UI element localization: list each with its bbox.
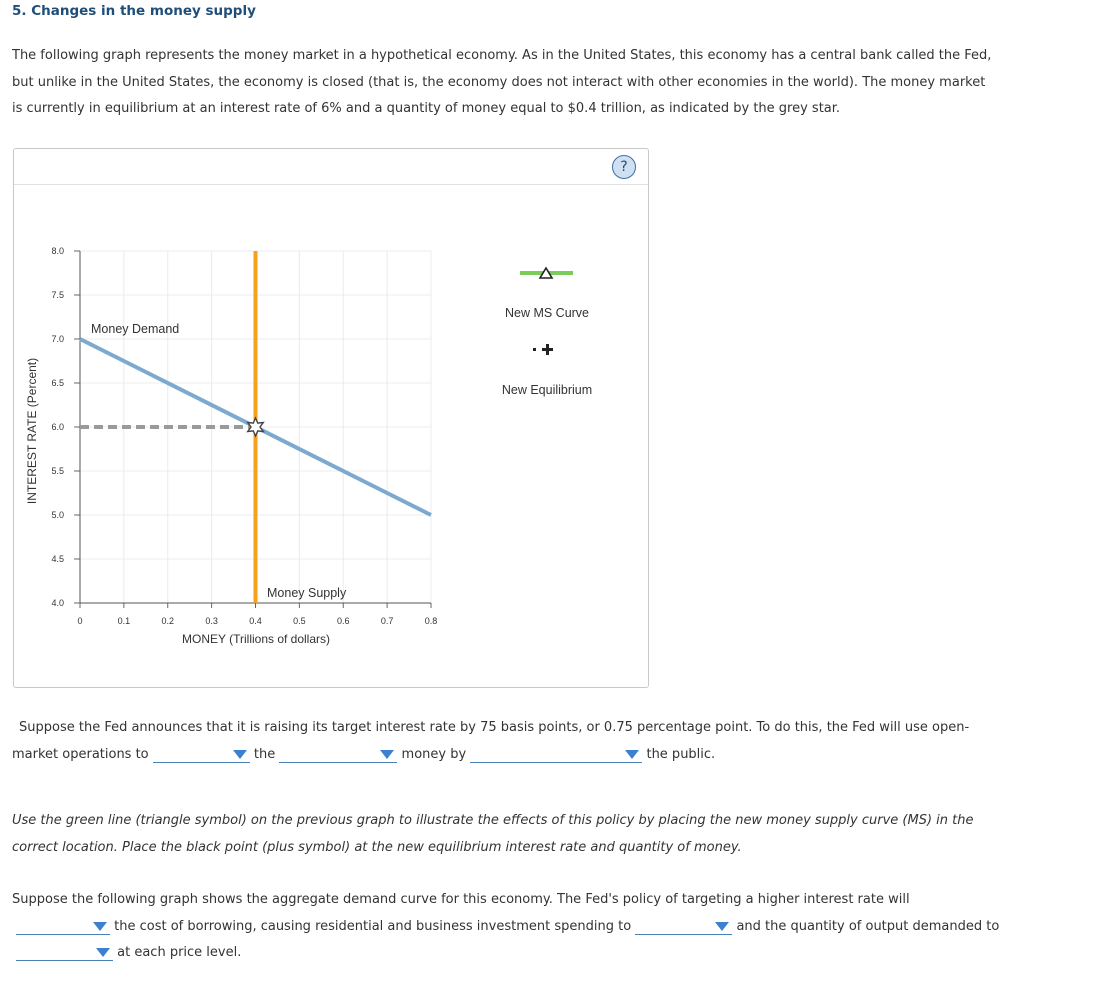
y-tick-label: 7.0 <box>51 334 64 344</box>
x-tick-label: 0.2 <box>161 616 175 626</box>
y-tick-label: 4.5 <box>51 554 64 564</box>
y-tick-label: 8.0 <box>51 246 64 256</box>
y-tick-label: 4.0 <box>51 598 64 608</box>
y-tick-label: 6.0 <box>51 422 64 432</box>
x-axis-title: MONEY (Trillions of dollars) <box>181 632 331 646</box>
q1-text-public: the public. <box>646 746 716 762</box>
chevron-down-icon <box>233 750 247 759</box>
x-tick-label: 0.5 <box>293 616 306 626</box>
investment-dropdown[interactable] <box>635 918 732 935</box>
q1-text-the: the <box>253 746 276 762</box>
instructions-line-2: correct location. Place the black point (plus symbol) at the new equilibrium interest rate and quantity of money. <box>12 839 742 855</box>
chevron-down-icon <box>93 922 107 931</box>
q2-line-1: Suppose the following graph shows the aggregate demand curve for this economy. The Fed's policy of targeting a higher interest rate will <box>12 892 910 907</box>
x-tick-label: 0.8 <box>424 616 438 626</box>
x-tick-label: 0.6 <box>336 616 350 626</box>
output-demanded-dropdown[interactable] <box>16 944 113 961</box>
plus-icon[interactable] <box>542 344 553 355</box>
x-tick-label: 0.3 <box>205 616 218 626</box>
money-demand-label: Money Demand <box>91 322 180 336</box>
intro-line-1: The following graph represents the money market in a hypothetical economy. As in the United States, this economy has a central bank called the Fed, <box>12 48 992 63</box>
question-heading: 5. Changes in the money supply <box>12 3 256 19</box>
q2-text-cost: the cost of borrowing, causing residential and business investment spending to <box>114 918 632 934</box>
y-tick-label: 7.5 <box>51 290 64 300</box>
x-tick-labels <box>77 616 437 626</box>
dot-icon[interactable] <box>533 348 536 351</box>
q2-line-3 <box>12 940 999 967</box>
new-equilibrium-label: New Equilibrium <box>501 383 593 397</box>
y-axis-title: INTEREST RATE (Percent) <box>25 357 39 505</box>
y-tick-label: 5.0 <box>51 510 64 520</box>
new-ms-curve-tool[interactable] <box>520 268 573 278</box>
new-equilibrium-tool[interactable] <box>533 344 553 355</box>
question-1 <box>12 715 969 768</box>
question-2 <box>12 887 999 967</box>
x-tick-label: 0 <box>77 616 83 626</box>
chevron-down-icon <box>380 750 394 759</box>
q2-text-price: at each price level. <box>117 945 242 960</box>
y-tick-label: 5.5 <box>51 466 64 476</box>
x-tick-label: 0.4 <box>249 616 262 626</box>
y-tick-labels <box>51 246 64 608</box>
graph-instructions <box>12 808 974 861</box>
y-tick-label: 6.5 <box>51 378 64 388</box>
money-supply-label: Money Supply <box>267 586 347 600</box>
buy-sell-dropdown[interactable] <box>279 746 397 763</box>
chevron-down-icon <box>715 922 729 931</box>
instructions-line-1: Use the green line (triangle symbol) on the previous graph to illustrate the effects of this policy by placing the new money supply curve (MS) in the <box>12 813 974 828</box>
q2-text-output: and the quantity of output demanded to <box>736 918 1000 934</box>
intro-line-3: is currently in equilibrium at an interest rate of 6% and a quantity of money equal to $0.4 trillion, as indicated by the grey star. <box>12 101 841 116</box>
help-icon[interactable]: ? <box>612 155 636 179</box>
intro-line-2: but unlike in the United States, the economy is closed (that is, the economy does not interact with other economies in the world). The money market <box>12 74 986 90</box>
x-tick-label: 0.7 <box>380 616 394 626</box>
q1-text-start: market operations to <box>12 746 149 762</box>
chevron-down-icon <box>96 948 110 957</box>
q1-text-money-by: money by <box>401 746 467 762</box>
omo-action-dropdown[interactable] <box>153 746 250 763</box>
chevron-down-icon <box>625 750 639 759</box>
money-change-dropdown[interactable] <box>470 746 642 763</box>
new-ms-curve-label: New MS Curve <box>504 306 590 320</box>
q2-line-2 <box>12 914 999 941</box>
q1-line-1: Suppose the Fed announces that it is raising its target interest rate by 75 basis points, or 0.75 percentage point. To do this, the Fed will use open- <box>19 720 970 735</box>
q1-line-2 <box>12 742 969 769</box>
x-tick-label: 0.1 <box>117 616 131 626</box>
borrowing-cost-dropdown[interactable] <box>16 918 110 935</box>
